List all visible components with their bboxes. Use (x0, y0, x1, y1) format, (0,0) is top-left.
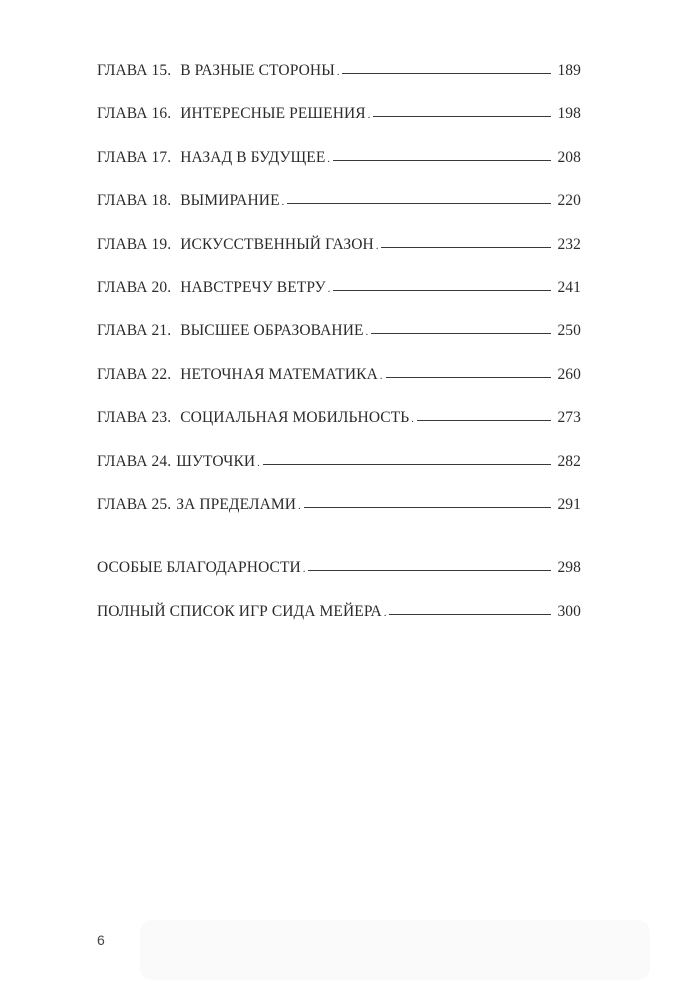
page-ref: 220 (557, 192, 581, 210)
toc-entry-label (97, 192, 280, 210)
leader-dot: . (379, 370, 383, 382)
page-ref: 241 (557, 278, 581, 296)
toc-entry-label (97, 603, 382, 621)
toc-entry[interactable] (97, 62, 581, 105)
leader-line (308, 570, 551, 571)
page-ref: 282 (557, 452, 581, 470)
page-shadow (140, 920, 650, 980)
leader-dot: . (302, 564, 306, 576)
toc-entry[interactable] (97, 559, 581, 602)
chapter-title: В РАЗНЫЕ СТОРОНЫ (180, 62, 335, 79)
leader-dot: . (327, 153, 331, 165)
toc-entry-label (97, 559, 301, 577)
leader-dot: . (281, 197, 285, 209)
chapter-title: НАЗАД В БУДУЩЕЕ (180, 148, 326, 166)
table-of-contents (97, 62, 581, 646)
toc-entry[interactable] (97, 453, 581, 496)
leader-line (417, 420, 551, 421)
leader-line (342, 73, 551, 74)
leader-line (287, 203, 551, 204)
leader-line (373, 116, 551, 117)
chapter-title: ИСКУССТВЕННЫЙ ГАЗОН (180, 235, 374, 253)
leader-line (381, 247, 551, 248)
page-ref: 273 (557, 409, 581, 427)
chapter-list (97, 62, 581, 539)
toc-entry[interactable] (97, 603, 581, 646)
toc-entry[interactable] (97, 236, 581, 279)
leader-line (263, 464, 551, 465)
toc-entry-label (97, 409, 409, 427)
toc-entry-label (97, 62, 335, 80)
toc-entry-label (97, 453, 255, 471)
leader-line (333, 290, 551, 291)
page-ref: 300 (557, 602, 581, 620)
page-ref: 260 (557, 365, 581, 383)
leader-line (333, 160, 551, 161)
toc-entry[interactable] (97, 496, 581, 539)
toc-entry[interactable] (97, 409, 581, 452)
leader-dot: . (327, 283, 331, 295)
chapter-number: ГЛАВА 16. (97, 105, 172, 123)
leader-line (389, 614, 551, 615)
toc-entry-label (97, 279, 326, 297)
page-ref: 250 (557, 322, 581, 340)
leader-dot: . (365, 327, 369, 339)
chapter-number: ГЛАВА 17. (97, 148, 172, 166)
leader-dot: . (298, 500, 301, 512)
chapter-title: СОЦИАЛЬНАЯ МОБИЛЬНОСТЬ (180, 409, 410, 427)
chapter-number: ГЛАВА 25. (97, 495, 172, 513)
toc-entry[interactable] (97, 105, 581, 148)
leader-dot: . (336, 67, 340, 78)
chapter-title: НЕТОЧНАЯ МАТЕМАТИКА (180, 365, 378, 383)
page-ref: 208 (557, 148, 581, 166)
page-ref: 298 (557, 559, 581, 577)
leader-dot: . (375, 240, 379, 252)
toc-entry[interactable] (97, 192, 581, 235)
page-ref: 198 (557, 105, 581, 123)
chapter-title: ВЫМИРАНИЕ (180, 192, 280, 210)
toc-entry-label (97, 496, 296, 514)
section-title: ОСОБЫЕ БЛАГОДАРНОСТИ (97, 559, 301, 577)
toc-entry[interactable] (97, 149, 581, 192)
chapter-title: ВЫСШЕЕ ОБРАЗОВАНИЕ (180, 322, 364, 340)
toc-entry[interactable] (97, 366, 581, 409)
toc-entry[interactable] (97, 279, 581, 322)
toc-entry-label (97, 322, 364, 340)
chapter-number: ГЛАВА 23. (97, 409, 172, 427)
page-ref: 291 (557, 495, 581, 513)
toc-entry[interactable] (97, 322, 581, 365)
leader-dot: . (383, 607, 387, 619)
leader-dot: . (411, 414, 414, 426)
leader-line (371, 333, 551, 334)
chapter-number: ГЛАВА 22. (97, 365, 172, 383)
chapter-number: ГЛАВА 20. (97, 278, 172, 296)
toc-entry-label (97, 105, 366, 123)
chapter-title: НАВСТРЕЧУ ВЕТРУ (180, 278, 326, 296)
chapter-title: ЗА ПРЕДЕЛАМИ (176, 495, 297, 513)
toc-entry-label (97, 236, 374, 254)
leader-line (304, 507, 551, 508)
chapter-title: ШУТОЧКИ (176, 452, 256, 470)
page-number: 6 (97, 932, 105, 948)
chapter-number: ГЛАВА 21. (97, 322, 172, 340)
toc-entry-label (97, 149, 325, 167)
chapter-number: ГЛАВА 24. (97, 452, 172, 470)
chapter-title: ИНТЕРЕСНЫЕ РЕШЕНИЯ (180, 105, 366, 123)
leader-dot: . (367, 110, 371, 122)
chapter-number: ГЛАВА 18. (97, 192, 172, 210)
leader-line (386, 377, 552, 378)
page-ref: 232 (557, 235, 581, 253)
leader-dot: . (257, 457, 260, 469)
chapter-number: ГЛАВА 19. (97, 235, 172, 253)
section-title: ПОЛНЫЙ СПИСОК ИГР СИДА МЕЙЕРА (97, 602, 382, 620)
extras-list (97, 559, 581, 646)
toc-entry-label (97, 366, 378, 384)
page-ref: 189 (557, 62, 581, 79)
chapter-number: ГЛАВА 15. (97, 62, 172, 79)
